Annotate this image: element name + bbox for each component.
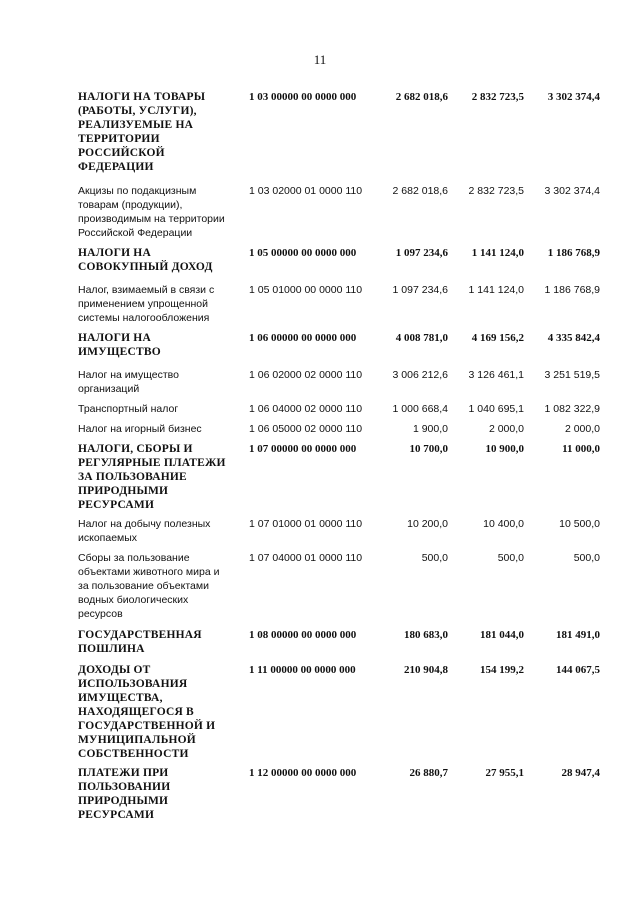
row-value-1: 26 880,7 (409, 767, 448, 779)
revenue-table (78, 90, 600, 826)
row-value-3: 1 186 768,9 (544, 284, 600, 296)
row-value-3: 3 302 374,4 (544, 185, 600, 197)
row-code: 1 07 04000 01 0000 110 (249, 552, 363, 564)
row-value-1: 4 008 781,0 (395, 332, 448, 344)
row-value-1: 2 682 018,6 (392, 185, 448, 197)
row-name: НАЛОГИ НА ТОВАРЫ (РАБОТЫ, УСЛУГИ), РЕАЛИЗУЕМЫЕ НА ТЕРРИТОРИИ РОССИЙСКОЙ ФЕДЕРАЦИИ (78, 91, 206, 173)
row-value-2: 2 000,0 (488, 423, 524, 435)
table-row (78, 628, 600, 663)
row-value-1: 500,0 (421, 552, 448, 564)
table-row (78, 663, 600, 766)
row-value-1: 10 200,0 (407, 518, 448, 530)
row-name: Транспортный налог (78, 403, 179, 415)
row-value-1: 1 000 668,4 (392, 403, 448, 415)
table-row (78, 422, 600, 442)
row-value-2: 154 199,2 (480, 664, 524, 676)
row-value-2: 4 169 156,2 (471, 332, 524, 344)
row-value-1: 2 682 018,6 (395, 91, 448, 103)
row-value-2: 2 832 723,5 (468, 185, 524, 197)
row-value-1: 10 700,0 (409, 443, 448, 455)
page-number: 11 (313, 52, 327, 67)
row-value-3: 10 500,0 (559, 518, 600, 530)
row-value-3: 181 491,0 (556, 629, 600, 641)
row-value-3: 3 302 374,4 (547, 91, 600, 103)
row-code: 1 12 00000 00 0000 000 (249, 767, 357, 779)
row-code: 1 06 05000 02 0000 110 (249, 423, 363, 435)
row-value-3: 28 947,4 (561, 767, 600, 779)
table-row (78, 90, 600, 184)
row-value-2: 1 141 124,0 (468, 284, 524, 296)
row-value-3: 4 335 842,4 (547, 332, 600, 344)
row-value-3: 11 000,0 (562, 443, 600, 455)
row-code: 1 11 00000 00 0000 000 (249, 664, 356, 676)
row-value-1: 1 900,0 (412, 423, 448, 435)
table-row (78, 331, 600, 368)
row-value-3: 2 000,0 (564, 423, 600, 435)
row-code: 1 06 04000 02 0000 110 (249, 403, 363, 415)
row-value-3: 3 251 519,5 (544, 369, 600, 381)
row-name: НАЛОГИ НА СОВОКУПНЫЙ ДОХОД (78, 247, 213, 273)
table-row (78, 517, 600, 551)
row-value-2: 1 040 695,1 (468, 403, 524, 415)
row-value-1: 3 006 212,6 (392, 369, 448, 381)
row-code: 1 03 02000 01 0000 110 (249, 185, 363, 197)
row-name: Налог, взимаемый в связи с применением упрощенной системы налогообложения (78, 284, 215, 324)
row-name: НАЛОГИ, СБОРЫ И РЕГУЛЯРНЫЕ ПЛАТЕЖИ ЗА ПОЛЬЗОВАНИЕ ПРИРОДНЫМИ РЕСУРСАМИ (78, 443, 226, 511)
row-code: 1 05 01000 00 0000 110 (249, 284, 363, 296)
row-value-1: 1 097 234,6 (395, 247, 448, 259)
table-row (78, 246, 600, 283)
table-row (78, 402, 600, 422)
row-value-2: 27 955,1 (485, 767, 524, 779)
row-code: 1 07 00000 00 0000 000 (249, 443, 357, 455)
table-row (78, 283, 600, 331)
row-code: 1 03 00000 00 0000 000 (249, 91, 357, 103)
row-code: 1 05 00000 00 0000 000 (249, 247, 357, 259)
table-row (78, 442, 600, 517)
row-name: Сборы за пользование объектами животного мира и за пользование объектами водных биологических ресурсов (78, 552, 220, 620)
table-row (78, 368, 600, 402)
row-value-1: 1 097 234,6 (392, 284, 448, 296)
row-name: ГОСУДАРСТВЕННАЯ ПОШЛИНА (78, 629, 202, 655)
row-value-1: 180 683,0 (404, 629, 448, 641)
row-value-2: 3 126 461,1 (468, 369, 524, 381)
row-value-3: 1 082 322,9 (544, 403, 600, 415)
row-value-2: 10 900,0 (485, 443, 524, 455)
row-code: 1 08 00000 00 0000 000 (249, 629, 357, 641)
row-value-2: 10 400,0 (483, 518, 524, 530)
row-name: Налог на имущество организаций (78, 369, 179, 395)
row-value-3: 144 067,5 (556, 664, 600, 676)
row-value-1: 210 904,8 (404, 664, 448, 676)
row-name: Акцизы по подакцизным товарам (продукции), производимым на территории Российской Федерации (78, 185, 225, 239)
row-value-2: 2 832 723,5 (471, 91, 524, 103)
row-value-3: 1 186 768,9 (547, 247, 600, 259)
table-row (78, 766, 600, 826)
row-code: 1 06 00000 00 0000 000 (249, 332, 357, 344)
row-name: НАЛОГИ НА ИМУЩЕСТВО (78, 332, 161, 358)
row-value-3: 500,0 (573, 552, 600, 564)
table-row (78, 184, 600, 246)
row-name: Налог на игорный бизнес (78, 423, 202, 435)
table-row (78, 551, 600, 628)
row-name: ДОХОДЫ ОТ ИСПОЛЬЗОВАНИЯ ИМУЩЕСТВА, НАХОДЯЩЕГОСЯ В ГОСУДАРСТВЕННОЙ И МУНИЦИПАЛЬНОЙ СОБСТВЕННОСТИ (78, 664, 216, 760)
row-name: Налог на добычу полезных ископаемых (78, 518, 211, 544)
row-value-2: 500,0 (497, 552, 524, 564)
row-code: 1 07 01000 01 0000 110 (249, 518, 363, 530)
row-value-2: 1 141 124,0 (471, 247, 524, 259)
row-value-2: 181 044,0 (480, 629, 524, 641)
row-name: ПЛАТЕЖИ ПРИ ПОЛЬЗОВАНИИ ПРИРОДНЫМИ РЕСУРСАМИ (78, 767, 171, 821)
row-code: 1 06 02000 02 0000 110 (249, 369, 363, 381)
